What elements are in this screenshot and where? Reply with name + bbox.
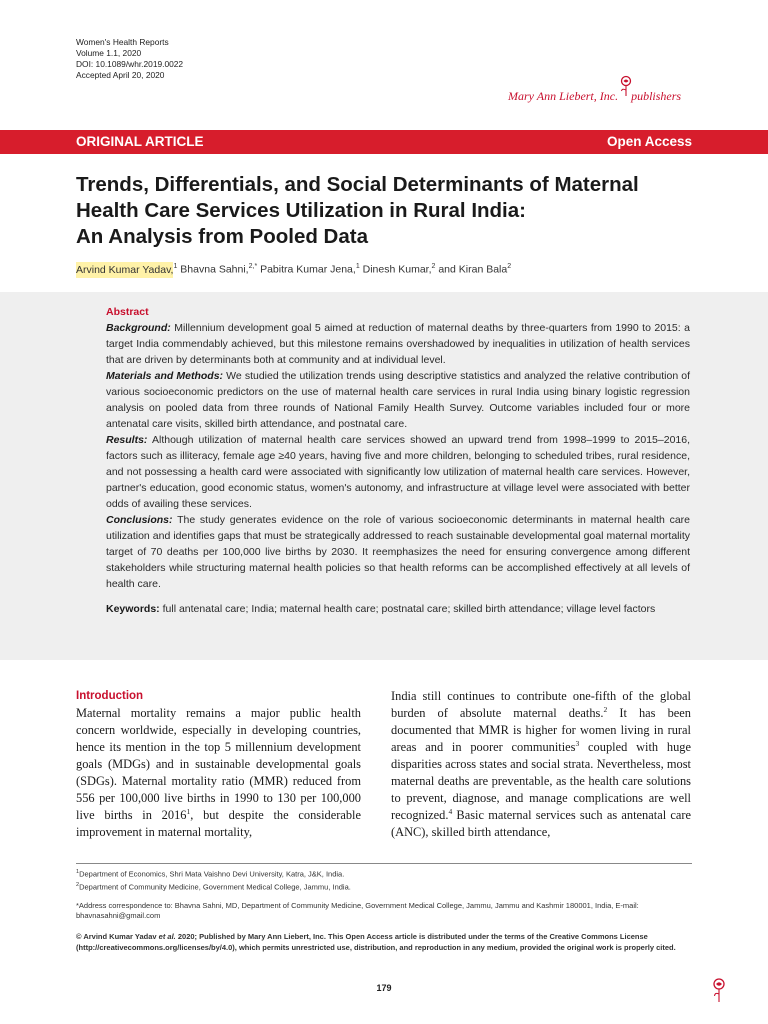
footnote-affiliation: $^2$Department of Community Medicine, Government Medical College, Jammu, India. [76, 881, 351, 891]
body-paragraph: Maternal mortality remains a major public health concern worldwide, especially in developing countries, hence its mention in the top 5 millennium development goals (MDGs) and in sustainable developmental goals (SDGs). Maternal mortality ratio (MMR) reduced from 556 per 100,000 live births in 1990 to 130 per 100,000 live births in 2016$^1$, but despite the considerable improvement in maternal mortality, [76, 706, 361, 839]
title-line: Trends, Differentials, and Social Determinants of Maternal [76, 173, 639, 196]
body-paragraph: India still continues to contribute one-fifth of the global burden of absolute maternal deaths.$^2$ It has been documented that MMR is higher for women living in rural areas and in poorer communities$^3$ coupled with huge disparities across states and social strata. Nevertheless, most maternal deaths are preventable, as the health care solutions to prevent, diagnose, and manage complications are well recognized.$^4$ Basic maternal services such as antenatal care (ANC), skilled birth attendance, [391, 689, 691, 839]
rose-icon [712, 977, 726, 1003]
author-name: Pabitra Kumar Jena, [260, 263, 356, 276]
abstract [106, 304, 690, 617]
footnote-correspondence: *Address correspondence to: Bhavna Sahni, MD, Department of Community Medicine, Government Medical College, Jammu, Jammu and Kashmir 180001, India, E-mail: bhavnasahni@gmail.com [76, 901, 639, 920]
journal-meta [76, 37, 183, 81]
author-name: Bhavna Sahni, [180, 263, 249, 276]
section-heading-introduction: Introduction [76, 690, 144, 702]
footnote-license: © Arvind Kumar Yadav et al. 2020; Published by Mary Ann Liebert, Inc. This Open Access article is distributed under the terms of the Creative Commons License (http://creativecommons.org/licenses/by/4.0), which permits unrestricted use, distribution, and reproduction in any medium, provided the original work is properly cited. [76, 932, 676, 952]
abstract-conclusions: Conclusions: The study generates evidence on the role of various socioeconomic determinants in maternal health care utilization and identifies gaps that must be strategically addressed to reach sustainable developmental goal maternal mortality target of 70 deaths per 100,000 live births by 2030. It reemphasizes the need for ensuring convergence among different stakeholders while structuring maternal health policies so that health reforms can be accomplished effectively at all levels of health care. [106, 514, 691, 590]
publisher-logo [508, 75, 693, 107]
rose-icon [619, 75, 633, 97]
copyright-icon: © [76, 932, 82, 941]
author-affiliation-marker: 2 [507, 263, 512, 270]
author-name: and Kiran Bala [438, 263, 508, 276]
body-column-left [76, 688, 361, 841]
journal-volume: Volume 1.1, 2020 [76, 48, 142, 58]
title-line: An Analysis from Pooled Data [76, 225, 368, 248]
author-affiliation-marker: 1 [173, 263, 178, 270]
article-banner [0, 130, 768, 154]
citation-marker[interactable]: 3 [575, 738, 580, 748]
abstract-heading: Abstract [106, 306, 149, 318]
article-title [76, 172, 716, 250]
author-affiliation-marker: 2,* [248, 263, 258, 270]
citation-marker[interactable]: 4 [448, 806, 453, 816]
citation-marker[interactable]: 1 [186, 806, 191, 816]
journal-name: Women's Health Reports [76, 37, 169, 47]
publisher-logo-text: Mary Ann Liebert, Inc. publishers [508, 89, 682, 103]
abstract-results: Results: Although utilization of maternal health care services showed an upward trend from 1998–1999 to 2015–2016, factors such as illiteracy, female age ≥40 years, having five and more children, belonging to scheduled tribes, rural residence, and not possessing a health card were associated with significantly low utilization of maternal health care services. However, partner's education, good economic status, women's autonomy, and infrastructure at village level were associated with better odds of availing these services. [106, 434, 691, 510]
title-line: Health Care Services Utilization in Rural India: [76, 199, 526, 222]
abstract-background: Background: Millennium development goal 5 aimed at reduction of maternal deaths by three-quarters from 1990 to 2015: a target India commendably achieved, but this milestone remains overshadowed by inequalities in utilization of health services that are driven by determinants both at community and at individual level. [106, 322, 691, 366]
footnote-affiliation: $^1$Department of Economics, Shri Mata Vaishno Devi University, Katra, J&K, India. [76, 869, 345, 879]
abstract-box [0, 292, 768, 660]
footnotes [76, 863, 692, 953]
accepted-date: Accepted April 20, 2020 [76, 70, 165, 80]
author-affiliation-marker: 1 [355, 263, 360, 270]
open-access-label: Open Access [606, 134, 692, 149]
abstract-methods: Materials and Methods: We studied the utilization trends using descriptive statistics and analyzed the relative contribution of various socioeconomic predictors on the use of maternal health care services in rural India using binary logistic regression analysis on pooled data from three rounds of National Family Health Survey. Outcome variables included four or more antenatal care visits, skilled birth attendance, and postnatal care. [106, 370, 691, 430]
journal-doi: DOI: 10.1089/whr.2019.0022 [76, 59, 184, 69]
page-number: 179 [376, 983, 392, 993]
author-name[interactable]: Arvind Kumar Yadav, [76, 263, 174, 276]
author-affiliation-marker: 2 [431, 263, 436, 270]
article-type: ORIGINAL ARTICLE [76, 134, 204, 149]
author-name: Dinesh Kumar, [362, 263, 432, 276]
body-column-right [391, 688, 691, 841]
citation-marker[interactable]: 2 [603, 704, 608, 714]
abstract-keywords: Keywords: full antenatal care; India; maternal health care; postnatal care; skilled birth attendance; village level factors [106, 603, 656, 615]
author-list [76, 263, 511, 276]
